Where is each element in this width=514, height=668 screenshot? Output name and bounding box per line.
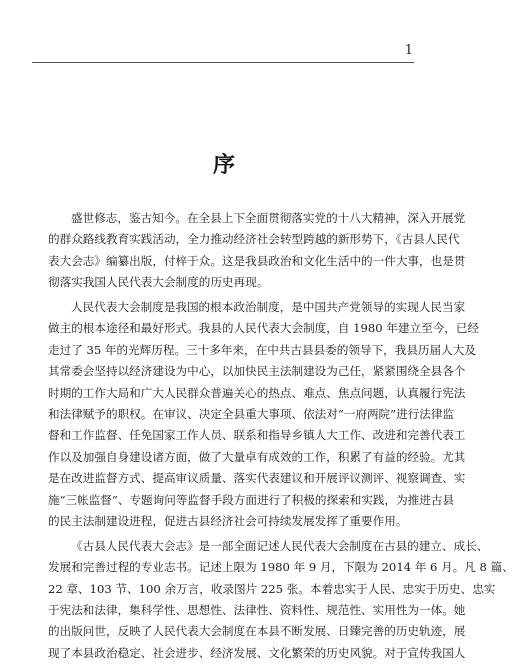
text-line: 的群众路线教育实践活动，全力推动经济社会转型跨越的新形势下，《古县人民代: [48, 232, 460, 247]
preface-title: 序: [212, 152, 237, 178]
text-line: 人民代表大会制度是我国的根本政治制度，是中国共产党领导的实现人民当家: [71, 300, 466, 315]
text-line: 于宪法和法律，集科学性、思想性、法律性、资料性、规范性、实用性为一体。她: [48, 603, 466, 618]
text-line: 和法律赋予的职权。在审议、决定全县重大事项、依法对“一府两院”进行法律监: [48, 407, 455, 422]
text-line: 彻落实我国人民代表大会制度的历史再现。: [48, 275, 269, 290]
paragraph-1: [48, 208, 466, 294]
text-line: 做主的根本途径和最好形式。我县的人民代表大会制度，自 1980 年建立至今，已经: [48, 321, 480, 336]
page-number: 1: [404, 43, 413, 58]
preface-body: [48, 208, 514, 668]
text-line: 22 章、103 节、100 余万言，收录图片 225 张。本着忠实于人民、忠实于历史、忠实: [48, 581, 496, 596]
text-line: 施“三帐监督”、专题询问等监督手段方面进行了积极的探索和实践，为推进古县: [48, 492, 455, 507]
text-line: 的出版问世，反映了人民代表大会制度在本县不断发展、日臻完善的历史轨迹，展: [48, 624, 466, 639]
paragraph-2: [48, 297, 480, 532]
text-line: 是在改进监督方式、提高审议质量、落实代表建议和开展评议测评、视察调查、实: [48, 471, 466, 486]
text-line: 其常委会坚持以经济建设为中心，以加快民主法制建设为己任，紧紧围绕全县各个: [48, 364, 466, 379]
text-line: 盛世修志，鉴古知今。在全县上下全面贯彻落实党的十八大精神，深入开展党: [71, 211, 466, 225]
text-line: 表大会志》编纂出版，付梓于众。这是我县政治和文化生活中的一件大事，也是贯: [48, 253, 466, 268]
text-line: 发展和完善过程的专业志书。记述上限为 1980 年 9 月，下限为 2014 年 6 月。凡 8 篇、: [48, 560, 514, 575]
text-line: 督和工作监督、任免国家工作人员、联系和指导乡镇人大工作、改进和完善代表工: [48, 428, 466, 443]
text-line: 时期的工作大局和广大人民群众普遍关心的热点、难点、焦点问题，认真履行宪法: [48, 385, 466, 400]
text-line: 的民主法制建设进程，促进古县经济社会可持续发展发挥了重要作用。: [48, 513, 408, 528]
text-line: 现了本县政治稳定、社会进步、经济发展、文化繁荣的历史风貌。对于宣传我国人: [48, 645, 466, 660]
header-rule: [32, 62, 414, 63]
text-line: 走过了 35 年的光辉历程。三十多年来，在中共古县县委的领导下，我县历届人大及: [48, 342, 476, 357]
paragraph-3: [48, 536, 514, 664]
text-line: 作以及加强自身建设诸方面，做了大量卓有成效的工作，积累了有益的经验。尤其: [48, 449, 466, 464]
text-line: 《古县人民代表大会志》是一部全面记述人民代表大会制度在古县的建立、成长、: [71, 538, 489, 553]
